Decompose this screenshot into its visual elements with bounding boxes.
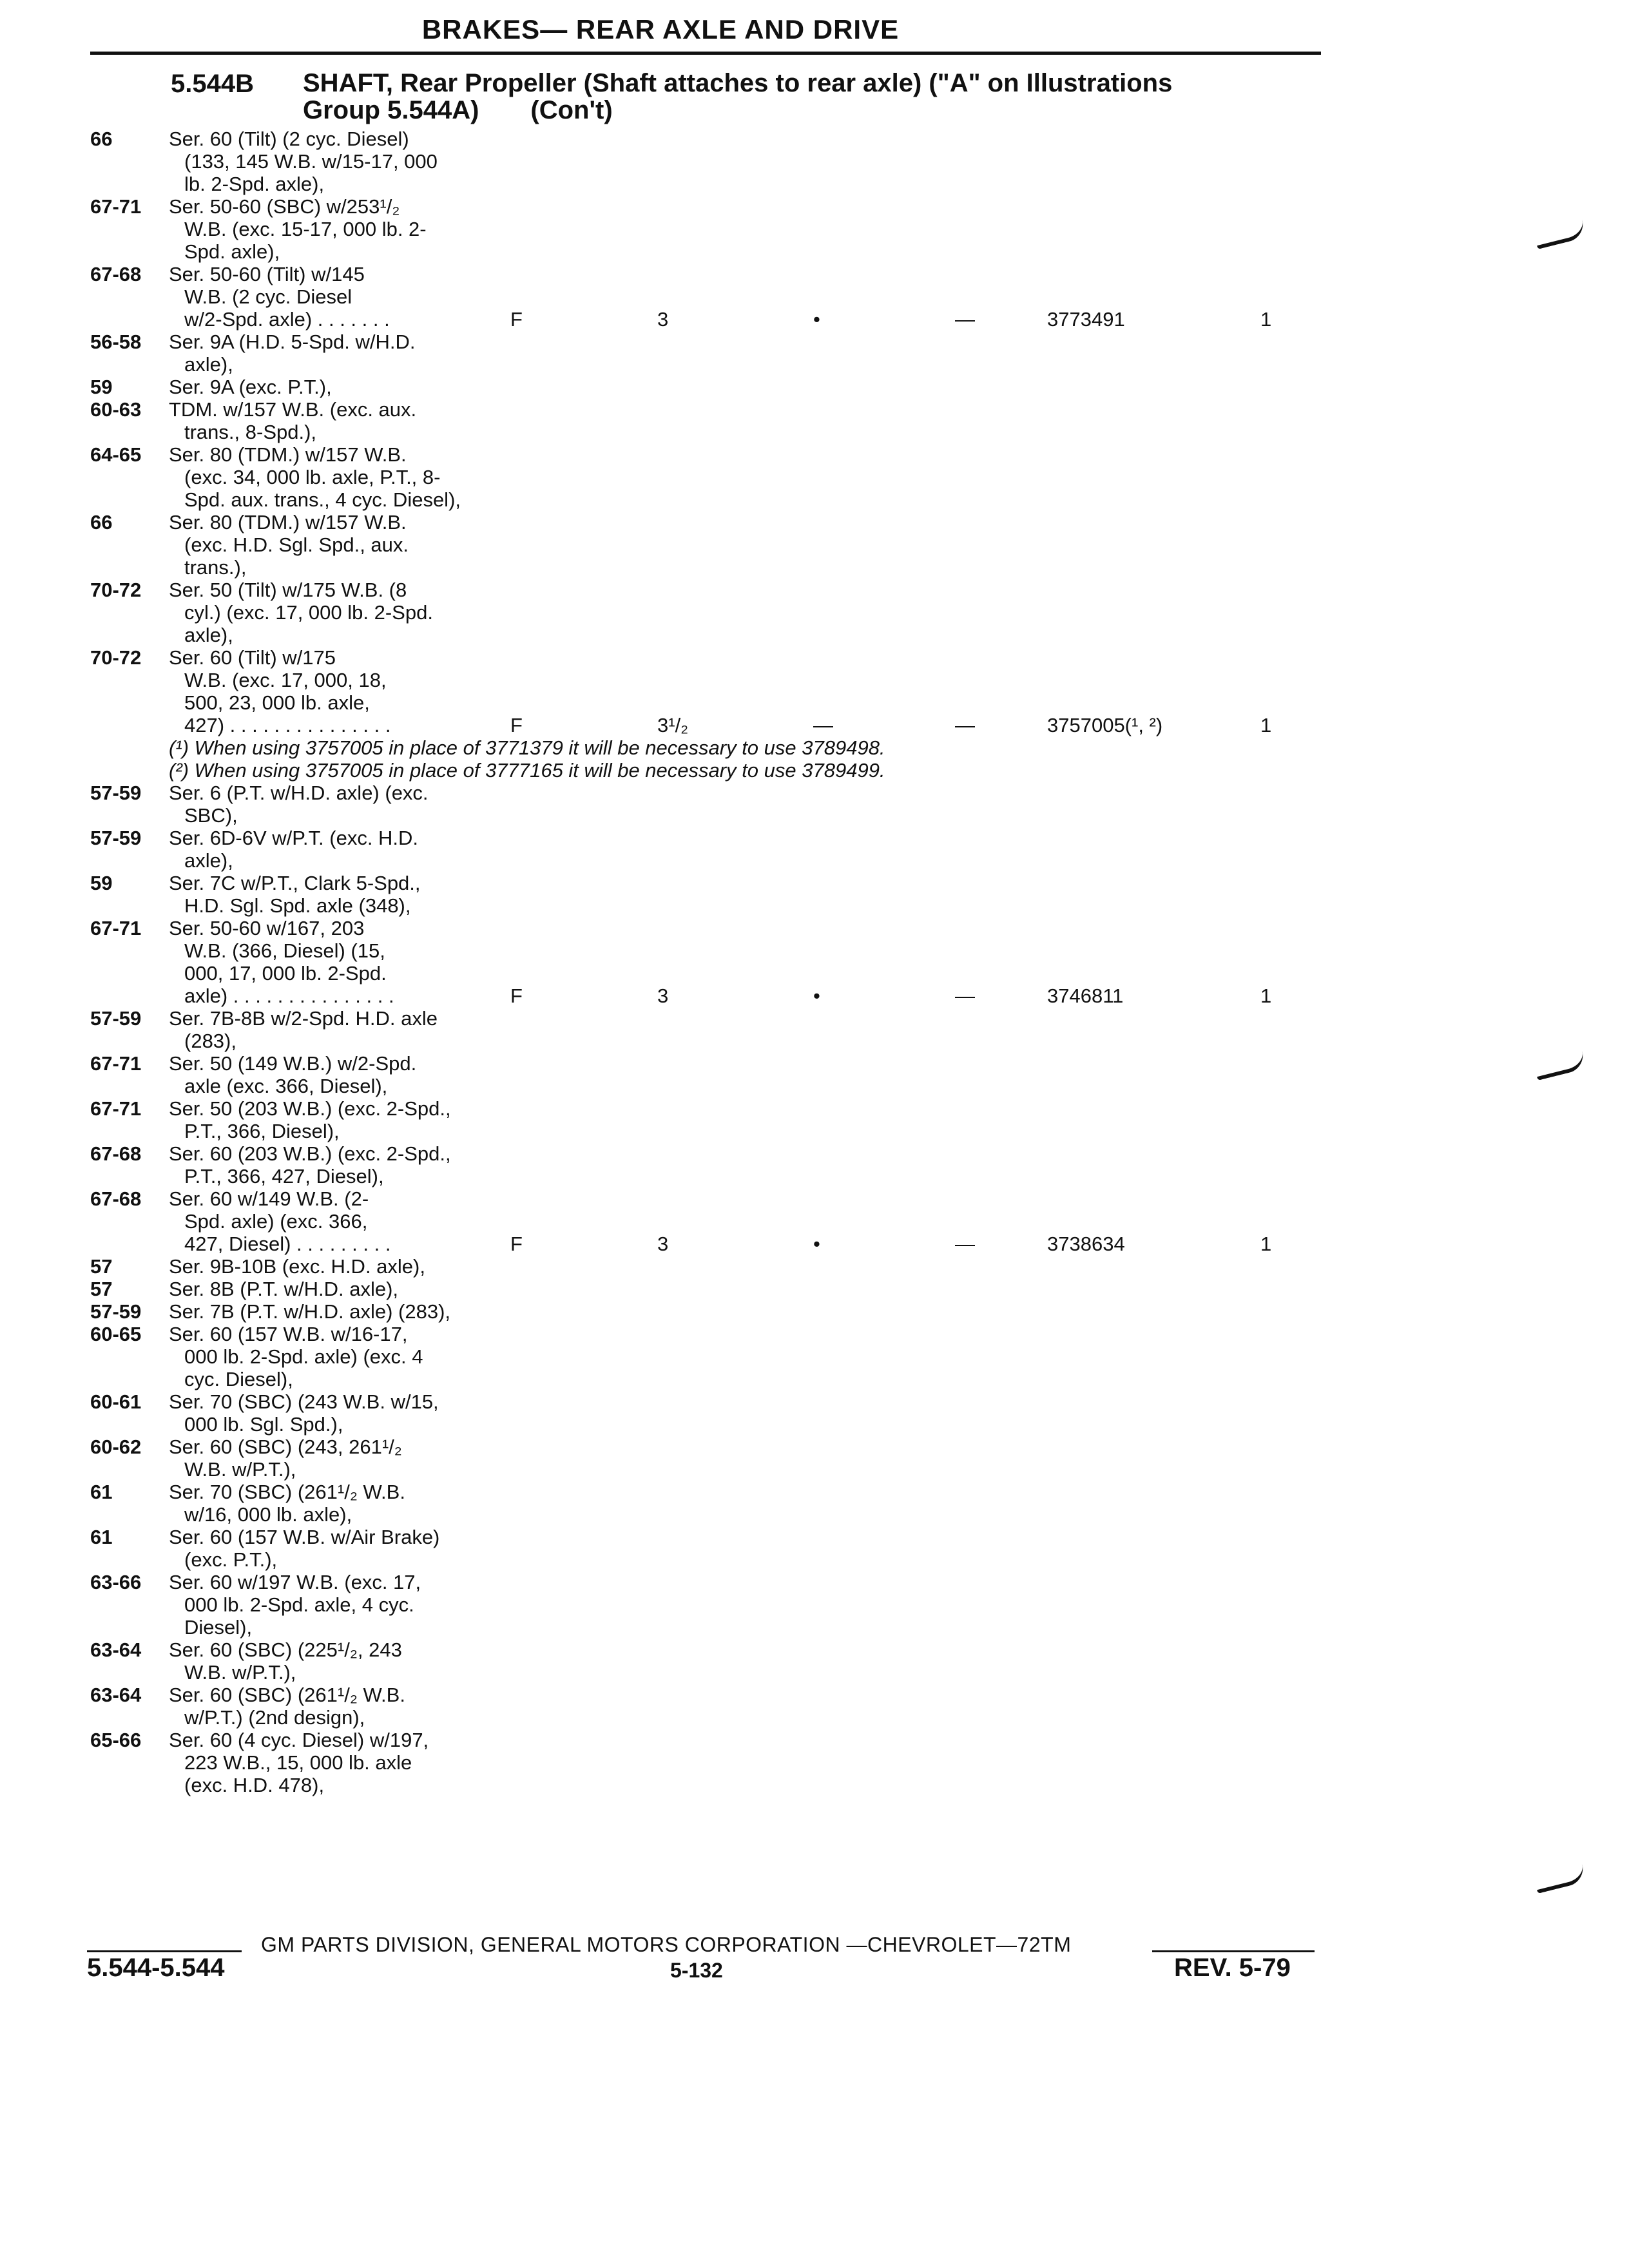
entry-description-line: Ser. 50 (Tilt) w/175 W.B. (8 [169, 579, 407, 601]
entry-description-line: Spd. axle) (exc. 366, [184, 1210, 368, 1233]
footer-rule-right [1152, 1950, 1315, 1952]
entry-description-line: 000, 17, 000 lb. 2-Spd. [184, 962, 387, 985]
entry-year: 61 [90, 1526, 113, 1548]
footer-revision: REV. 5-79 [1174, 1954, 1291, 1982]
entry-description-line: Ser. 6 (P.T. w/H.D. axle) (exc. [169, 782, 429, 804]
entry-description [169, 331, 530, 376]
entry-description-line: H.D. Sgl. Spd. axle (348), [184, 894, 411, 917]
entry-description-line: Ser. 7B (P.T. w/H.D. axle) (283), [169, 1300, 451, 1323]
entry-marker: • [813, 1233, 820, 1255]
entry-description-line: Ser. 60 (SBC) (243, 261¹/₂ [169, 1436, 402, 1458]
entry-description-line: 223 W.B., 15, 000 lb. axle [184, 1751, 412, 1774]
entry-description-line: 427, Diesel) . . . . . . . . . [184, 1233, 391, 1255]
entry-description-line: axle) . . . . . . . . . . . . . . . [184, 985, 394, 1007]
entry-year: 63-64 [90, 1684, 142, 1706]
entry-description-line: Ser. 7B-8B w/2-Spd. H.D. axle [169, 1007, 438, 1030]
entry-year: 64-65 [90, 443, 142, 466]
section-title-line1: SHAFT, Rear Propeller (Shaft attaches to rear axle) ("A" on Illustrations [303, 69, 1173, 97]
entry-description-line: SBC), [184, 804, 238, 827]
entry-year: 67-68 [90, 1187, 142, 1210]
entry-description [169, 263, 530, 331]
entry-year: 57-59 [90, 782, 142, 804]
entry-description-line: Ser. 50-60 (Tilt) w/145 [169, 263, 365, 285]
entry-required-qty: 1 [1260, 1233, 1272, 1255]
entry-year: 57 [90, 1255, 113, 1278]
entry-year: 67-68 [90, 1142, 142, 1165]
entry-description-line: Ser. 6D-6V w/P.T. (exc. H.D. [169, 827, 419, 849]
entry-description [169, 917, 530, 1007]
entry-description-line: W.B. (2 cyc. Diesel [184, 285, 352, 308]
entry-year: 61 [90, 1481, 113, 1503]
entry-description-line: w/P.T.) (2nd design), [184, 1706, 365, 1729]
entry-description [169, 1436, 530, 1481]
entry-description-line: (exc. H.D. Sgl. Spd., aux. [184, 533, 409, 556]
footer-page-number: 5-132 [670, 1959, 723, 1982]
entry-description [169, 1526, 530, 1571]
entry-dash: — [955, 308, 975, 331]
entry-description-line: P.T., 366, Diesel), [184, 1120, 340, 1142]
entry-dash: — [955, 985, 975, 1007]
entry-year: 67-68 [90, 263, 142, 285]
entry-year: 57 [90, 1278, 113, 1300]
entry-description [169, 1390, 530, 1436]
entry-description [169, 398, 530, 443]
entry-frame: F [510, 714, 523, 736]
entry-description-line: trans.), [184, 556, 247, 579]
entry-description [169, 443, 530, 511]
entry-year: 57-59 [90, 1007, 142, 1030]
page-header-title: BRAKES— REAR AXLE AND DRIVE [421, 14, 900, 44]
entry-description [169, 128, 530, 195]
entry-description-line: (133, 145 W.B. w/15-17, 000 [184, 150, 438, 173]
entry-description-line: Ser. 70 (SBC) (261¹/₂ W.B. [169, 1481, 405, 1503]
entry-description-line: 427) . . . . . . . . . . . . . . . [184, 714, 391, 736]
entry-required-qty: 1 [1260, 308, 1272, 331]
entry-description-line: axle), [184, 353, 233, 376]
footer-group-range: 5.544-5.544 [87, 1954, 225, 1982]
entry-description-line: 000 lb. 2-Spd. axle, 4 cyc. [184, 1593, 414, 1616]
entry-description-line: Ser. 60 (SBC) (225¹/₂, 243 [169, 1639, 402, 1661]
entry-description-line: P.T., 366, 427, Diesel), [184, 1165, 384, 1187]
entry-description-line: Ser. 60 (SBC) (261¹/₂ W.B. [169, 1684, 405, 1706]
entry-part-number: 3773491 [1047, 308, 1125, 331]
entry-description [169, 511, 530, 579]
entry-description [169, 376, 530, 398]
entry-description-line: W.B. w/P.T.), [184, 1458, 296, 1481]
entry-description-line: Ser. 50-60 w/167, 203 [169, 917, 365, 939]
entry-description [169, 646, 530, 736]
entry-description [169, 1255, 530, 1278]
entry-description [169, 1097, 530, 1142]
entry-description [169, 195, 530, 263]
entry-year: 65-66 [90, 1729, 142, 1751]
entry-description [169, 1278, 530, 1300]
entry-marker: • [813, 985, 820, 1007]
entry-description [169, 1684, 530, 1729]
entry-description-line: Ser. 60 (4 cyc. Diesel) w/197, [169, 1729, 429, 1751]
entry-description-line: W.B. (exc. 15-17, 000 lb. 2- [184, 218, 427, 240]
entry-description-line: Ser. 50 (149 W.B.) w/2-Spd. [169, 1052, 417, 1075]
entry-year: 70-72 [90, 646, 142, 669]
entry-part-number: 3757005(¹, ²) [1047, 714, 1163, 736]
entry-year: 63-64 [90, 1639, 142, 1661]
entry-year: 60-65 [90, 1323, 142, 1345]
entry-description [169, 1481, 530, 1526]
entry-description-line: (exc. 34, 000 lb. axle, P.T., 8- [184, 466, 441, 488]
entry-description-line: w/2-Spd. axle) . . . . . . . [184, 308, 390, 331]
entry-frame: F [510, 308, 523, 331]
entry-marker: • [813, 308, 820, 331]
entry-year: 59 [90, 872, 113, 894]
entry-description-line: Ser. 70 (SBC) (243 W.B. w/15, [169, 1390, 439, 1413]
entry-description [169, 1639, 530, 1684]
entry-description-line: Ser. 80 (TDM.) w/157 W.B. [169, 443, 407, 466]
entry-quantity: 3 [657, 308, 669, 331]
entry-description-line: Ser. 8B (P.T. w/H.D. axle), [169, 1278, 399, 1300]
binder-mark [1534, 220, 1586, 249]
entry-marker: — [813, 714, 833, 736]
entry-description-line: W.B. (exc. 17, 000, 18, [184, 669, 387, 691]
entry-year: 67-71 [90, 195, 142, 218]
footnote-1: (¹) When using 3757005 in place of 3771379 it will be necessary to use 3789498. [169, 736, 885, 759]
entry-year: 70-72 [90, 579, 142, 601]
entry-description [169, 1729, 530, 1796]
entry-description [169, 1007, 530, 1052]
entry-description [169, 872, 530, 917]
binder-mark [1534, 1864, 1586, 1894]
entry-year: 66 [90, 128, 113, 150]
entry-description-line: cyl.) (exc. 17, 000 lb. 2-Spd. [184, 601, 433, 624]
entry-description-line: lb. 2-Spd. axle), [184, 173, 325, 195]
entry-description-line: axle), [184, 849, 233, 872]
entry-quantity: 3¹/₂ [657, 714, 689, 736]
entry-description-line: W.B. w/P.T.), [184, 1661, 296, 1684]
section-title [303, 70, 1172, 124]
entry-description-line: (exc. P.T.), [184, 1548, 278, 1571]
entry-quantity: 3 [657, 1233, 669, 1255]
entry-frame: F [510, 985, 523, 1007]
section-number: 5.544B [171, 70, 254, 98]
entry-description-line: Ser. 50 (203 W.B.) (exc. 2-Spd., [169, 1097, 451, 1120]
section-title-cont: (Con't) [530, 96, 613, 124]
entry-dash: — [955, 1233, 975, 1255]
entry-description-line: Spd. aux. trans., 4 cyc. Diesel), [184, 488, 461, 511]
entry-description-line: Ser. 9A (exc. P.T.), [169, 376, 332, 398]
entry-description-line: Ser. 7C w/P.T., Clark 5-Spd., [169, 872, 421, 894]
entry-description-line: Ser. 60 (157 W.B. w/16-17, [169, 1323, 408, 1345]
footnote-2: (²) When using 3757005 in place of 3777165 it will be necessary to use 3789499. [169, 759, 885, 782]
entry-year: 63-66 [90, 1571, 142, 1593]
entry-year: 57-59 [90, 827, 142, 849]
entry-description-line: W.B. (366, Diesel) (15, [184, 939, 385, 962]
entry-description-line: Ser. 60 w/197 W.B. (exc. 17, [169, 1571, 421, 1593]
entry-description-line: Ser. 80 (TDM.) w/157 W.B. [169, 511, 407, 533]
entry-frame: F [510, 1233, 523, 1255]
entry-description-line: Spd. axle), [184, 240, 280, 263]
entry-quantity: 3 [657, 985, 669, 1007]
entry-description-line: Ser. 60 (Tilt) (2 cyc. Diesel) [169, 128, 409, 150]
entry-description-line: 000 lb. 2-Spd. axle) (exc. 4 [184, 1345, 423, 1368]
entry-description-line: cyc. Diesel), [184, 1368, 293, 1390]
entry-year: 60-63 [90, 398, 142, 421]
section-title-line2: Group 5.544A) [303, 96, 479, 124]
entry-year: 57-59 [90, 1300, 142, 1323]
entry-year: 67-71 [90, 1052, 142, 1075]
entry-description-line: (283), [184, 1030, 236, 1052]
entry-description [169, 1300, 530, 1323]
footer-rule-left [87, 1950, 242, 1952]
footer-publisher: GM PARTS DIVISION, GENERAL MOTORS CORPORATION —CHEVROLET—72TM [261, 1933, 1072, 1956]
binder-mark [1534, 1051, 1586, 1081]
entry-year: 59 [90, 376, 113, 398]
entry-description-line: axle), [184, 624, 233, 646]
entry-part-number: 3746811 [1047, 985, 1124, 1007]
entry-description-line: Ser. 60 (Tilt) w/175 [169, 646, 336, 669]
entry-description [169, 827, 530, 872]
entry-description-line: Ser. 60 w/149 W.B. (2- [169, 1187, 369, 1210]
entry-year: 56-58 [90, 331, 142, 353]
entry-dash: — [955, 714, 975, 736]
entry-description-line: w/16, 000 lb. axle), [184, 1503, 352, 1526]
entry-description [169, 1323, 530, 1390]
entry-description [169, 1187, 530, 1255]
entry-year: 67-71 [90, 917, 142, 939]
entry-year: 67-71 [90, 1097, 142, 1120]
entry-description-line: 500, 23, 000 lb. axle, [184, 691, 370, 714]
entry-part-number: 3738634 [1047, 1233, 1125, 1255]
entry-description-line: axle (exc. 366, Diesel), [184, 1075, 388, 1097]
entry-description-line: Ser. 60 (157 W.B. w/Air Brake) [169, 1526, 440, 1548]
entry-description-line: trans., 8-Spd.), [184, 421, 317, 443]
entry-description [169, 782, 530, 827]
entry-description [169, 1142, 530, 1187]
entry-description-line: Ser. 9A (H.D. 5-Spd. w/H.D. [169, 331, 416, 353]
entry-description [169, 1052, 530, 1097]
entry-year: 60-62 [90, 1436, 142, 1458]
entry-description-line: Ser. 60 (203 W.B.) (exc. 2-Spd., [169, 1142, 451, 1165]
entry-year: 60-61 [90, 1390, 142, 1413]
entry-description-line: (exc. H.D. 478), [184, 1774, 325, 1796]
entry-description [169, 579, 530, 646]
entry-description-line: 000 lb. Sgl. Spd.), [184, 1413, 343, 1436]
entry-description-line: Ser. 9B-10B (exc. H.D. axle), [169, 1255, 425, 1278]
header-rule [90, 52, 1321, 55]
entry-description-line: TDM. w/157 W.B. (exc. aux. [169, 398, 417, 421]
entry-description-line: Ser. 50-60 (SBC) w/253¹/₂ [169, 195, 400, 218]
entry-required-qty: 1 [1260, 985, 1272, 1007]
entry-required-qty: 1 [1260, 714, 1272, 736]
entry-year: 66 [90, 511, 113, 533]
entry-description-line: Diesel), [184, 1616, 253, 1639]
entry-description [169, 1571, 530, 1639]
